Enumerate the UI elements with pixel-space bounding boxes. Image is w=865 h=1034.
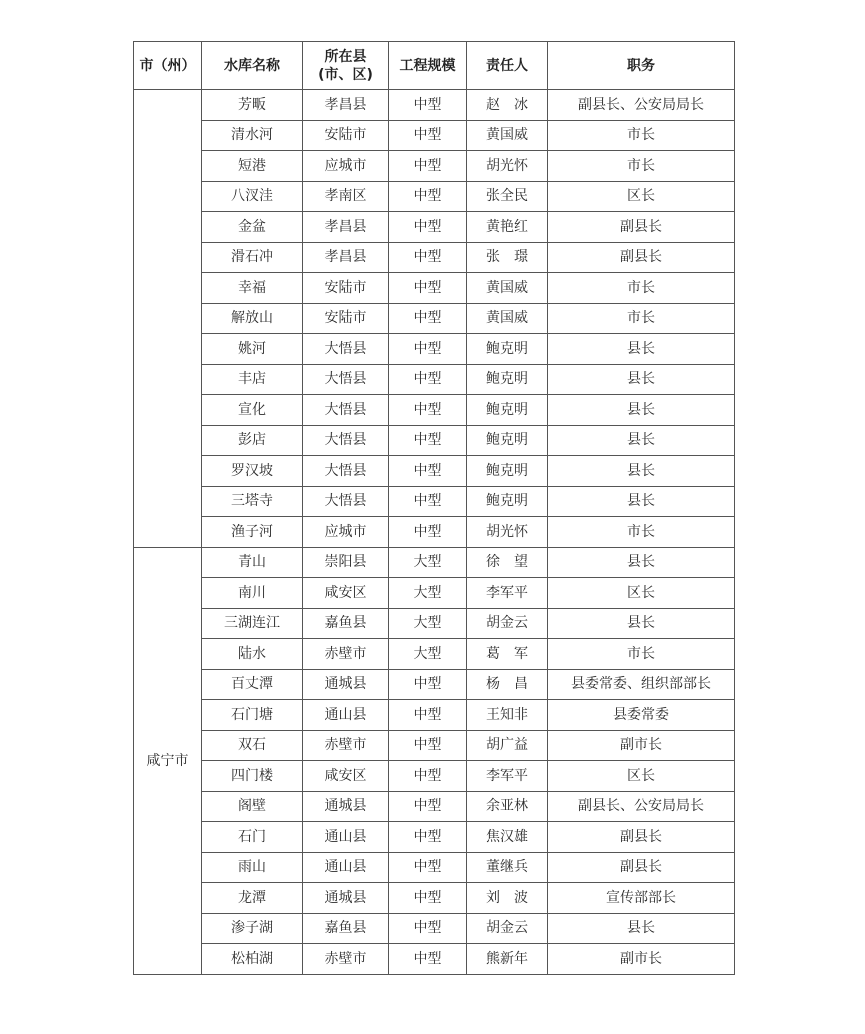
scale-cell: 中型 (389, 303, 467, 334)
county-cell: 大悟县 (303, 456, 389, 487)
position-cell: 县长 (548, 364, 735, 395)
table-row (134, 90, 735, 121)
person-cell: 鲍克明 (467, 456, 548, 487)
header-position: 职务 (548, 42, 735, 90)
county-cell: 赤壁市 (303, 944, 389, 975)
reservoir-cell: 幸福 (202, 273, 303, 304)
reservoir-cell: 渗子湖 (202, 913, 303, 944)
header-county-line2: (市、区) (318, 66, 373, 83)
person-cell: 鲍克明 (467, 425, 548, 456)
scale-cell: 中型 (389, 273, 467, 304)
position-cell: 宣传部部长 (548, 883, 735, 914)
reservoir-cell: 松柏湖 (202, 944, 303, 975)
scale-cell: 中型 (389, 90, 467, 121)
person-cell: 张全民 (467, 181, 548, 212)
reservoir-cell: 三湖连江 (202, 608, 303, 639)
table-row (134, 486, 735, 517)
header-row (134, 42, 735, 90)
scale-cell: 中型 (389, 883, 467, 914)
reservoir-cell: 龙潭 (202, 883, 303, 914)
person-cell: 李军平 (467, 578, 548, 609)
position-cell: 县委常委 (548, 700, 735, 731)
county-cell: 赤壁市 (303, 639, 389, 670)
county-cell: 通山县 (303, 700, 389, 731)
table-row (134, 517, 735, 548)
person-cell: 李军平 (467, 761, 548, 792)
table-row (134, 669, 735, 700)
position-cell: 县长 (548, 913, 735, 944)
person-cell: 黄艳红 (467, 212, 548, 243)
header-city: 市（州） (134, 42, 202, 90)
position-cell: 县委常委、组织部部长 (548, 669, 735, 700)
table-row (134, 303, 735, 334)
county-cell: 通山县 (303, 852, 389, 883)
reservoir-cell: 芳畈 (202, 90, 303, 121)
scale-cell: 中型 (389, 852, 467, 883)
position-cell: 县长 (548, 486, 735, 517)
county-cell: 崇阳县 (303, 547, 389, 578)
reservoir-cell: 石门 (202, 822, 303, 853)
county-cell: 通山县 (303, 822, 389, 853)
position-cell: 副市长 (548, 944, 735, 975)
position-cell: 县长 (548, 608, 735, 639)
scale-cell: 中型 (389, 761, 467, 792)
county-cell: 应城市 (303, 151, 389, 182)
position-cell: 副县长 (548, 242, 735, 273)
county-cell: 应城市 (303, 517, 389, 548)
scale-cell: 中型 (389, 517, 467, 548)
scale-cell: 中型 (389, 212, 467, 243)
table-row (134, 913, 735, 944)
scale-cell: 大型 (389, 578, 467, 609)
reservoir-cell: 南川 (202, 578, 303, 609)
county-cell: 大悟县 (303, 364, 389, 395)
reservoir-cell: 青山 (202, 547, 303, 578)
table-row (134, 852, 735, 883)
header-county-line1: 所在县 (324, 48, 367, 65)
table-row (134, 212, 735, 243)
person-cell: 葛 军 (467, 639, 548, 670)
reservoir-cell: 雨山 (202, 852, 303, 883)
table-row (134, 364, 735, 395)
position-cell: 市长 (548, 120, 735, 151)
city-cell: 咸宁市 (134, 547, 202, 974)
scale-cell: 中型 (389, 791, 467, 822)
position-cell: 副县长、公安局局长 (548, 90, 735, 121)
header-reservoir: 水库名称 (202, 42, 303, 90)
scale-cell: 中型 (389, 242, 467, 273)
scale-cell: 中型 (389, 913, 467, 944)
person-cell: 黄国威 (467, 273, 548, 304)
county-cell: 赤壁市 (303, 730, 389, 761)
person-cell: 鲍克明 (467, 395, 548, 426)
person-cell: 焦汉雄 (467, 822, 548, 853)
position-cell: 副县长、公安局局长 (548, 791, 735, 822)
table-row (134, 578, 735, 609)
scale-cell: 中型 (389, 364, 467, 395)
reservoir-cell: 阁壁 (202, 791, 303, 822)
reservoir-cell: 陆水 (202, 639, 303, 670)
position-cell: 市长 (548, 303, 735, 334)
header-county (303, 42, 389, 90)
county-cell: 大悟县 (303, 486, 389, 517)
table-row (134, 395, 735, 426)
county-cell: 大悟县 (303, 395, 389, 426)
county-cell: 咸安区 (303, 761, 389, 792)
scale-cell: 中型 (389, 456, 467, 487)
reservoir-cell: 百丈潭 (202, 669, 303, 700)
person-cell: 赵 冰 (467, 90, 548, 121)
position-cell: 副市长 (548, 730, 735, 761)
position-cell: 区长 (548, 181, 735, 212)
table-row (134, 822, 735, 853)
person-cell: 刘 波 (467, 883, 548, 914)
table-row (134, 547, 735, 578)
position-cell: 市长 (548, 517, 735, 548)
position-cell: 县长 (548, 334, 735, 365)
scale-cell: 中型 (389, 944, 467, 975)
scale-cell: 大型 (389, 639, 467, 670)
person-cell: 胡光怀 (467, 517, 548, 548)
county-cell: 安陆市 (303, 273, 389, 304)
scale-cell: 中型 (389, 700, 467, 731)
position-cell: 县长 (548, 425, 735, 456)
person-cell: 王知非 (467, 700, 548, 731)
reservoir-cell: 石门塘 (202, 700, 303, 731)
table-row (134, 791, 735, 822)
person-cell: 董继兵 (467, 852, 548, 883)
table-row (134, 883, 735, 914)
county-cell: 嘉鱼县 (303, 913, 389, 944)
position-cell: 区长 (548, 761, 735, 792)
person-cell: 鲍克明 (467, 334, 548, 365)
table-body (134, 90, 735, 975)
person-cell: 胡广益 (467, 730, 548, 761)
position-cell: 县长 (548, 456, 735, 487)
position-cell: 县长 (548, 547, 735, 578)
person-cell: 胡光怀 (467, 151, 548, 182)
county-cell: 咸安区 (303, 578, 389, 609)
person-cell: 杨 昌 (467, 669, 548, 700)
scale-cell: 中型 (389, 486, 467, 517)
position-cell: 副县长 (548, 822, 735, 853)
scale-cell: 中型 (389, 730, 467, 761)
table-row (134, 456, 735, 487)
scale-cell: 大型 (389, 547, 467, 578)
city-cell (134, 90, 202, 548)
reservoir-cell: 八汊洼 (202, 181, 303, 212)
reservoir-cell: 解放山 (202, 303, 303, 334)
county-cell: 孝昌县 (303, 212, 389, 243)
county-cell: 安陆市 (303, 303, 389, 334)
reservoir-cell: 宣化 (202, 395, 303, 426)
county-cell: 通城县 (303, 791, 389, 822)
scale-cell: 大型 (389, 608, 467, 639)
table-row (134, 639, 735, 670)
position-cell: 县长 (548, 395, 735, 426)
reservoir-cell: 金盆 (202, 212, 303, 243)
table-row (134, 273, 735, 304)
scale-cell: 中型 (389, 822, 467, 853)
county-cell: 孝昌县 (303, 242, 389, 273)
person-cell: 熊新年 (467, 944, 548, 975)
reservoir-cell: 姚河 (202, 334, 303, 365)
person-cell: 徐 望 (467, 547, 548, 578)
reservoir-cell: 四门楼 (202, 761, 303, 792)
table-row (134, 608, 735, 639)
position-cell: 市长 (548, 151, 735, 182)
table-row (134, 151, 735, 182)
county-cell: 大悟县 (303, 334, 389, 365)
person-cell: 胡金云 (467, 608, 548, 639)
county-cell: 孝南区 (303, 181, 389, 212)
county-cell: 大悟县 (303, 425, 389, 456)
scale-cell: 中型 (389, 425, 467, 456)
position-cell: 副县长 (548, 212, 735, 243)
person-cell: 胡金云 (467, 913, 548, 944)
person-cell: 鲍克明 (467, 486, 548, 517)
table-row (134, 242, 735, 273)
county-cell: 安陆市 (303, 120, 389, 151)
position-cell: 市长 (548, 639, 735, 670)
reservoir-cell: 渔子河 (202, 517, 303, 548)
scale-cell: 中型 (389, 669, 467, 700)
table-row (134, 700, 735, 731)
reservoir-cell: 滑石冲 (202, 242, 303, 273)
person-cell: 鲍克明 (467, 364, 548, 395)
person-cell: 黄国威 (467, 303, 548, 334)
header-person: 责任人 (467, 42, 548, 90)
reservoir-cell: 三塔寺 (202, 486, 303, 517)
table-row (134, 181, 735, 212)
reservoir-cell: 清水河 (202, 120, 303, 151)
reservoir-cell: 罗汉坡 (202, 456, 303, 487)
person-cell: 张 璟 (467, 242, 548, 273)
scale-cell: 中型 (389, 151, 467, 182)
header-scale: 工程规模 (389, 42, 467, 90)
reservoir-responsibility-table (133, 41, 735, 975)
table-row (134, 730, 735, 761)
table-row (134, 425, 735, 456)
scale-cell: 中型 (389, 334, 467, 365)
scale-cell: 中型 (389, 395, 467, 426)
reservoir-cell: 彭店 (202, 425, 303, 456)
position-cell: 副县长 (548, 852, 735, 883)
person-cell: 余亚林 (467, 791, 548, 822)
position-cell: 区长 (548, 578, 735, 609)
reservoir-cell: 双石 (202, 730, 303, 761)
county-cell: 孝昌县 (303, 90, 389, 121)
reservoir-cell: 短港 (202, 151, 303, 182)
county-cell: 通城县 (303, 669, 389, 700)
scale-cell: 中型 (389, 181, 467, 212)
table-row (134, 761, 735, 792)
table-row (134, 944, 735, 975)
person-cell: 黄国威 (467, 120, 548, 151)
table-row (134, 334, 735, 365)
county-cell: 嘉鱼县 (303, 608, 389, 639)
table-row (134, 120, 735, 151)
position-cell: 市长 (548, 273, 735, 304)
county-cell: 通城县 (303, 883, 389, 914)
scale-cell: 中型 (389, 120, 467, 151)
reservoir-cell: 丰店 (202, 364, 303, 395)
